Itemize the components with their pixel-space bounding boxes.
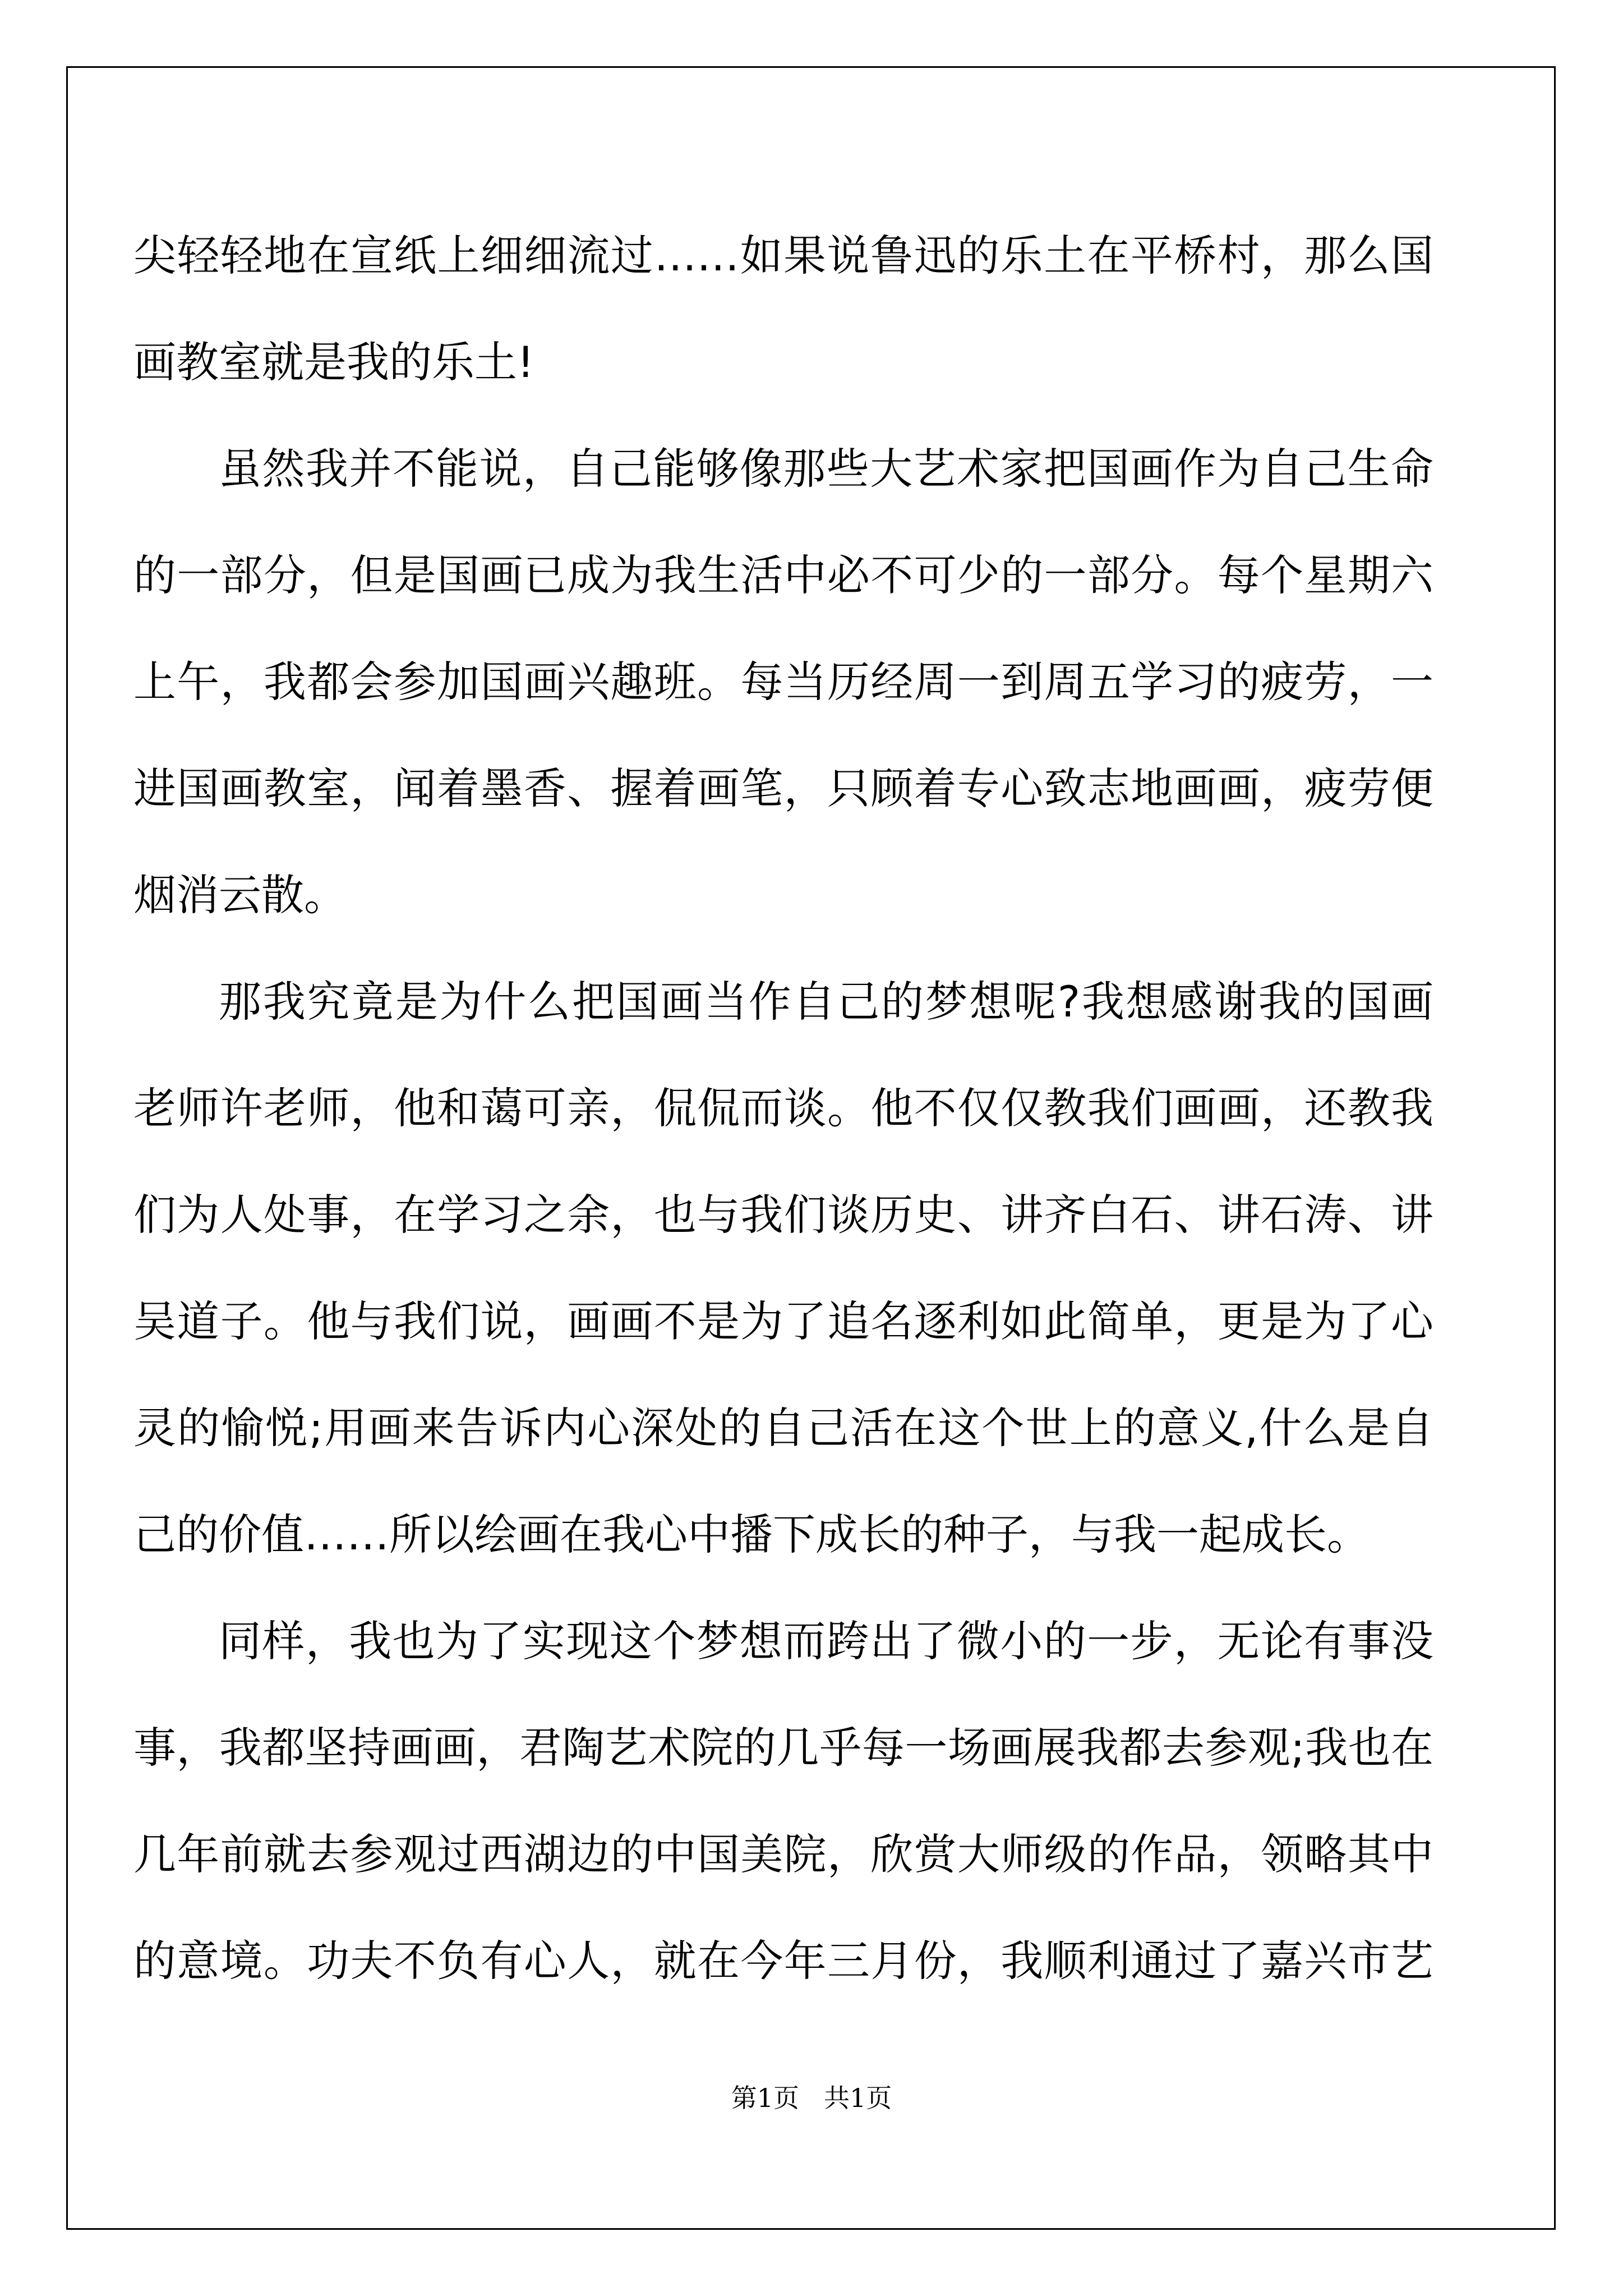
text-line: 己的价值……所以绘画在我心中播下成长的种子，与我一起成长。 — [133, 1510, 1370, 1559]
text-line: 几年前就去参观过西湖边的中国美院，欣赏大师级的作品，领略其中 — [133, 1829, 1433, 1879]
text-line: 进国画教室，闻着墨香、握着画笔，只顾着专心致志地画画，疲劳便 — [133, 763, 1433, 813]
text-line: 们为人处事，在学习之余，也与我们谈历史、讲齐白石、讲石涛、讲 — [133, 1190, 1433, 1240]
page-footer — [0, 2081, 1623, 2115]
text-line: 吴道子。他与我们说，画画不是为了追名逐利如此简单，更是为了心 — [133, 1296, 1433, 1346]
text-line: 老师许老师，他和蔼可亲，侃侃而谈。他不仅仅教我们画画，还教我 — [133, 1083, 1433, 1133]
text-line: 的一部分，但是国画已成为我生活中必不可少的一部分。每个星期六 — [133, 550, 1433, 600]
text-line: 灵的愉悦;用画来告诉内心深处的自己活在这个世上的意义,什么是自 — [133, 1403, 1433, 1453]
page-number: 第1页 — [731, 2083, 799, 2113]
text-line: 画教室就是我的乐土! — [133, 337, 534, 387]
text-line: 尖轻轻地在宣纸上细细流过……如果说鲁迅的乐土在平桥村，那么国 — [133, 231, 1433, 280]
document-body — [133, 203, 1433, 2014]
text-line: 同样，我也为了实现这个梦想而跨出了微小的一步，无论有事没 — [219, 1616, 1433, 1666]
text-line: 事，我都坚持画画，君陶艺术院的几乎每一场画展我都去参观;我也在 — [133, 1723, 1433, 1773]
text-line: 虽然我并不能说，自己能够像那些大艺术家把国画作为自己生命 — [219, 444, 1433, 494]
text-line: 烟消云散。 — [133, 870, 347, 920]
text-line: 上午，我都会参加国画兴趣班。每当历经周一到周五学习的疲劳，一 — [133, 657, 1433, 707]
page-total: 共1页 — [824, 2083, 892, 2113]
text-line: 的意境。功夫不负有心人，就在今年三月份，我顺利通过了嘉兴市艺 — [133, 1936, 1433, 1986]
text-line: 那我究竟是为什么把国画当作自己的梦想呢?我想感谢我的国画 — [219, 977, 1433, 1027]
